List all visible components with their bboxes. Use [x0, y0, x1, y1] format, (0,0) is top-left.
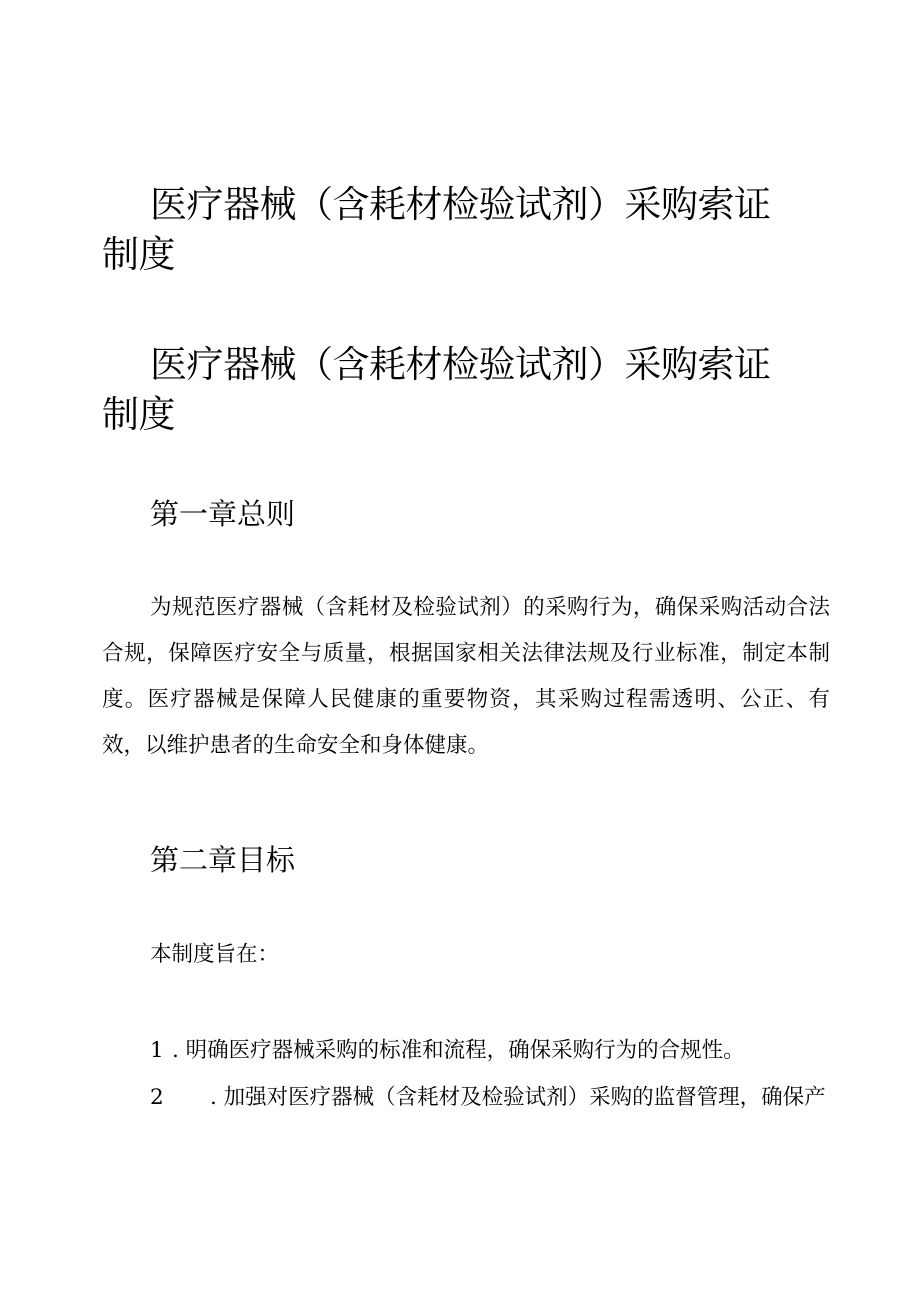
document-title: 医疗器械（含耗材检验试剂）采购索证制度: [102, 183, 771, 276]
list-item-text: . 明确医疗器械采购的标准和流程，确保采购行为的合规性。: [172, 1038, 745, 1063]
list-item-number: 2: [150, 1085, 164, 1110]
chapter-1-paragraph: 为规范医疗器械（含耗材及检验试剂）的采购行为，确保采购活动合法合规，保障医疗安全与质量，根据国家相关法律法规及行业标准，制定本制度。医疗器械是保障人民健康的重要物资，其采购过程需透明、公正、有效，以维护患者的生命安全和身体健康。: [102, 595, 830, 758]
chapter-2-intro: 本制度旨在：: [150, 942, 280, 967]
list-item-text: . 加强对医疗器械（含耗材及检验试剂）采购的监督管理，确保产: [210, 1085, 826, 1110]
list-item: [150, 1083, 826, 1113]
list-item-number: 1: [150, 1038, 164, 1063]
chapter-2-heading: 第二章目标: [150, 843, 296, 877]
document-title-repeat: 医疗器械（含耗材检验试剂）采购索证制度: [102, 343, 771, 436]
chapter-1-heading: 第一章总则: [150, 497, 296, 531]
list-item: [150, 1036, 745, 1066]
